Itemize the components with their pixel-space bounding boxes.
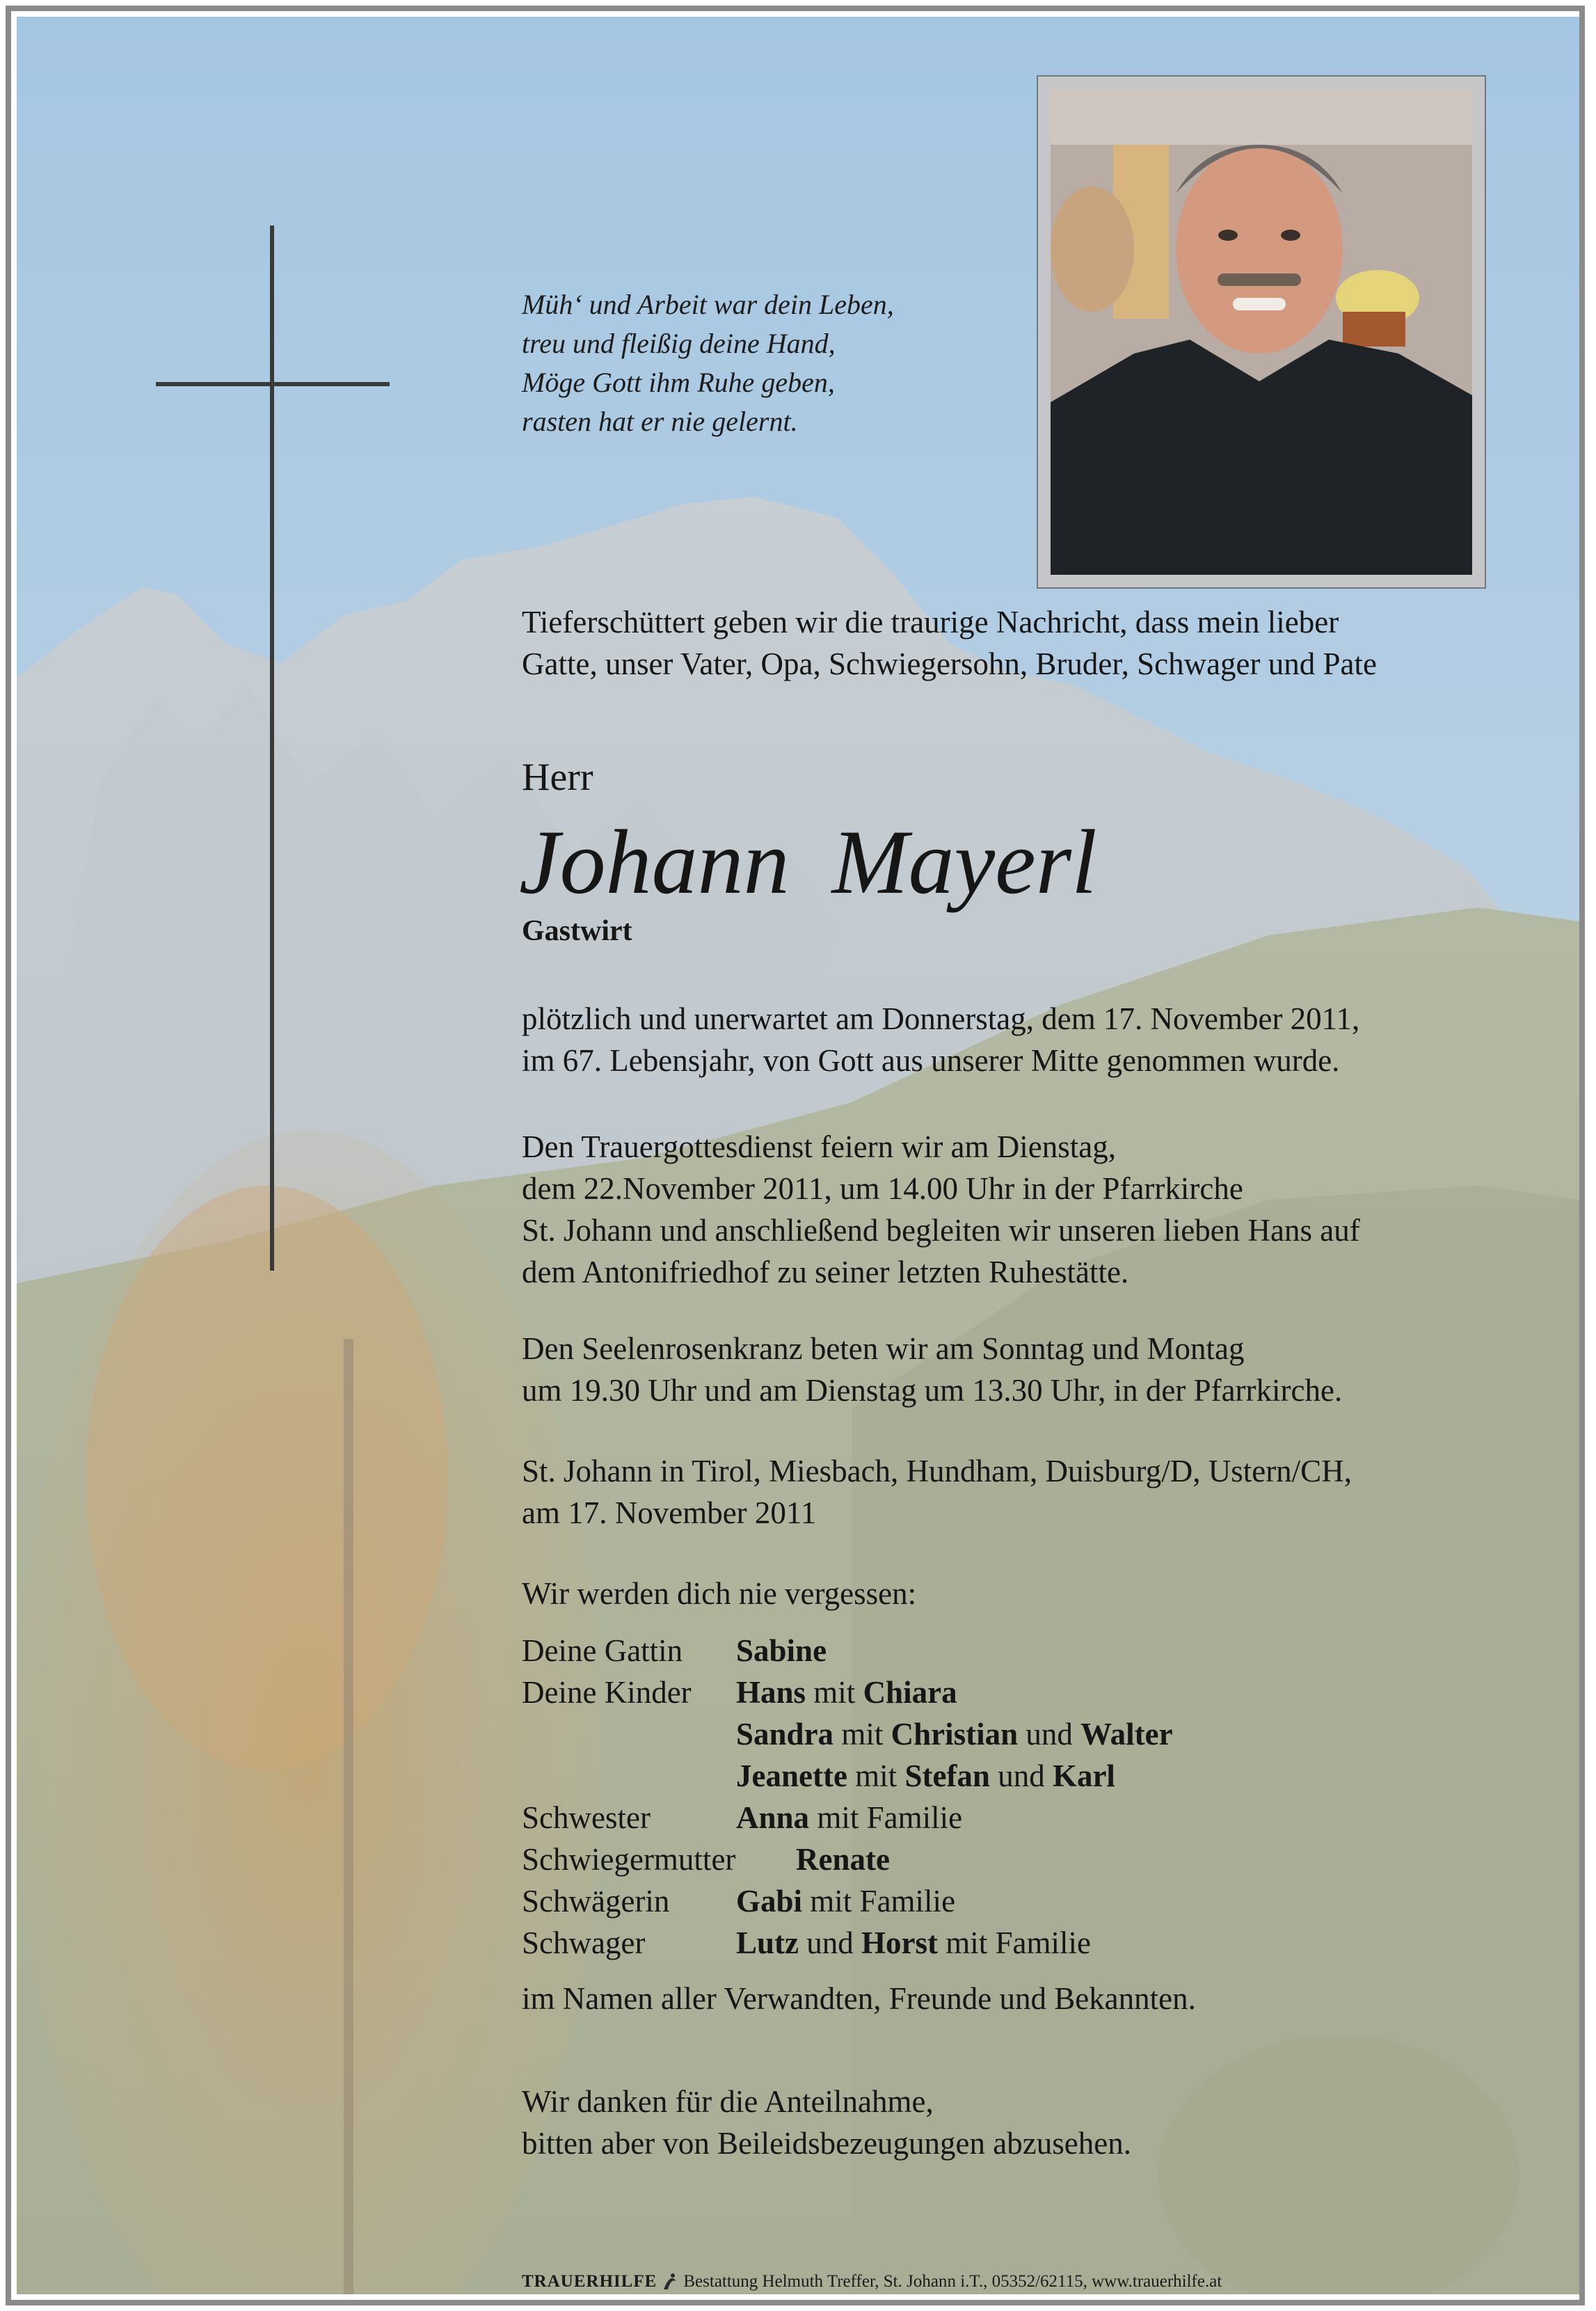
- family-names: [736, 1797, 962, 1839]
- rosary-line: um 19.30 Uhr und am Dienstag um 13.30 Uhr, in der Pfarrkirche.: [522, 1373, 1343, 1408]
- funeral-line: Den Trauergottesdienst feiern wir am Dienstag,: [522, 1129, 1116, 1164]
- family-connector: und: [1018, 1717, 1081, 1752]
- family-member-name: Gabi: [736, 1884, 803, 1919]
- funeral-paragraph: [522, 1126, 1360, 1293]
- portrait-frame: [1037, 75, 1486, 589]
- thanks-paragraph: [522, 2081, 1131, 2164]
- trauerhilfe-logo-icon: [661, 2271, 679, 2291]
- intro-paragraph: [522, 601, 1377, 685]
- never-forget-line: Wir werden dich nie vergessen:: [522, 1576, 917, 1611]
- family-member-name: Stefan: [904, 1758, 990, 1793]
- death-paragraph: [522, 998, 1359, 1081]
- notice-background: [17, 17, 1579, 2294]
- family-member-name: Renate: [796, 1842, 890, 1877]
- place-date-line: am 17. November 2011: [522, 1495, 817, 1530]
- family-relation: Deine Kinder: [522, 1675, 692, 1710]
- family-connector: mit: [833, 1717, 891, 1752]
- family-relation: Schwester: [522, 1800, 651, 1835]
- deceased-occupation: Gastwirt: [522, 915, 632, 947]
- portrait-photo: [1051, 89, 1472, 575]
- funeral-line: St. Johann und anschließend begleiten wir unseren lieben Hans auf: [522, 1213, 1360, 1248]
- family-member-name: Horst: [861, 1925, 938, 1960]
- footer-brand: TRAUERHILFE: [522, 2272, 657, 2291]
- family-names: [736, 1671, 957, 1713]
- rosary-line: Den Seelenrosenkranz beten wir am Sonntag und Montag: [522, 1331, 1245, 1366]
- family-member-name: Hans: [736, 1675, 806, 1710]
- family-connector: mit Familie: [802, 1884, 956, 1919]
- cross-horizontal-bar: [156, 382, 390, 386]
- family-names: [736, 1880, 955, 1922]
- intro-line: Tieferschüttert geben wir die traurige Nachricht, dass mein lieber: [522, 605, 1339, 640]
- rosary-paragraph: [522, 1328, 1342, 1411]
- family-connector: mit: [806, 1675, 863, 1710]
- family-member-name: Christian: [891, 1717, 1019, 1752]
- family-names: [736, 1713, 1173, 1755]
- family-names: [736, 1630, 827, 1671]
- family-member-name: Sandra: [736, 1717, 834, 1752]
- family-member-name: Anna: [736, 1800, 810, 1835]
- footer-text: Bestattung Helmuth Treffer, St. Johann i.T., 05352/62115, www.trauerhilfe.at: [683, 2272, 1222, 2291]
- family-connector: und: [989, 1758, 1053, 1793]
- portrait-man-image: [1051, 89, 1472, 575]
- family-member-name: Lutz: [736, 1925, 799, 1960]
- salutation: Herr: [522, 756, 593, 799]
- family-names: [736, 1922, 1091, 1964]
- motto-line: treu und fleißig deine Hand,: [522, 328, 836, 359]
- funeral-line: dem 22.November 2011, um 14.00 Uhr in der Pfarrkirche: [522, 1171, 1243, 1206]
- family-connector: und: [799, 1925, 861, 1960]
- intro-line: Gatte, unser Vater, Opa, Schwiegersohn, Bruder, Schwager und Pate: [522, 646, 1377, 681]
- family-relation: Schwiegermutter: [522, 1842, 736, 1877]
- motto-line: Müh‘ und Arbeit war dein Leben,: [522, 289, 894, 320]
- family-relation: Schwägerin: [522, 1884, 670, 1919]
- funeral-line: dem Antonifriedhof zu seiner letzten Ruhestätte.: [522, 1255, 1129, 1289]
- death-line: plötzlich und unerwartet am Donnerstag, dem 17. November 2011,: [522, 1001, 1360, 1036]
- relatives-line: im Namen aller Verwandten, Freunde und Bekannten.: [522, 1981, 1196, 2016]
- motto-line: Möge Gott ihm Ruhe geben,: [522, 367, 835, 398]
- death-line: im 67. Lebensjahr, von Gott aus unserer Mitte genommen wurde.: [522, 1043, 1340, 1078]
- family-relation: Deine Gattin: [522, 1633, 683, 1668]
- family-connector: mit Familie: [937, 1925, 1091, 1960]
- family-member-name: Walter: [1080, 1717, 1173, 1752]
- thanks-line: bitten aber von Beileidsbezeugungen abzusehen.: [522, 2126, 1131, 2161]
- thanks-line: Wir danken für die Anteilnahme,: [522, 2084, 934, 2119]
- family-names: [796, 1839, 890, 1880]
- motto-line: rasten hat er nie gelernt.: [522, 406, 798, 437]
- family-relation: Schwager: [522, 1925, 646, 1960]
- place-date-paragraph: [522, 1450, 1352, 1534]
- family-member-name: Chiara: [863, 1675, 957, 1710]
- motto-verse: [522, 285, 894, 441]
- footer: [522, 2271, 1222, 2292]
- family-member-name: Sabine: [736, 1633, 827, 1668]
- family-connector: mit Familie: [809, 1800, 963, 1835]
- family-connector: mit: [847, 1758, 905, 1793]
- family-member-name: Karl: [1052, 1758, 1115, 1793]
- family-member-name: Jeanette: [736, 1758, 847, 1793]
- deceased-name: Johann Mayerl: [519, 811, 1097, 913]
- family-names: [736, 1755, 1115, 1797]
- place-date-line: St. Johann in Tirol, Miesbach, Hundham, Duisburg/D, Ustern/CH,: [522, 1454, 1352, 1488]
